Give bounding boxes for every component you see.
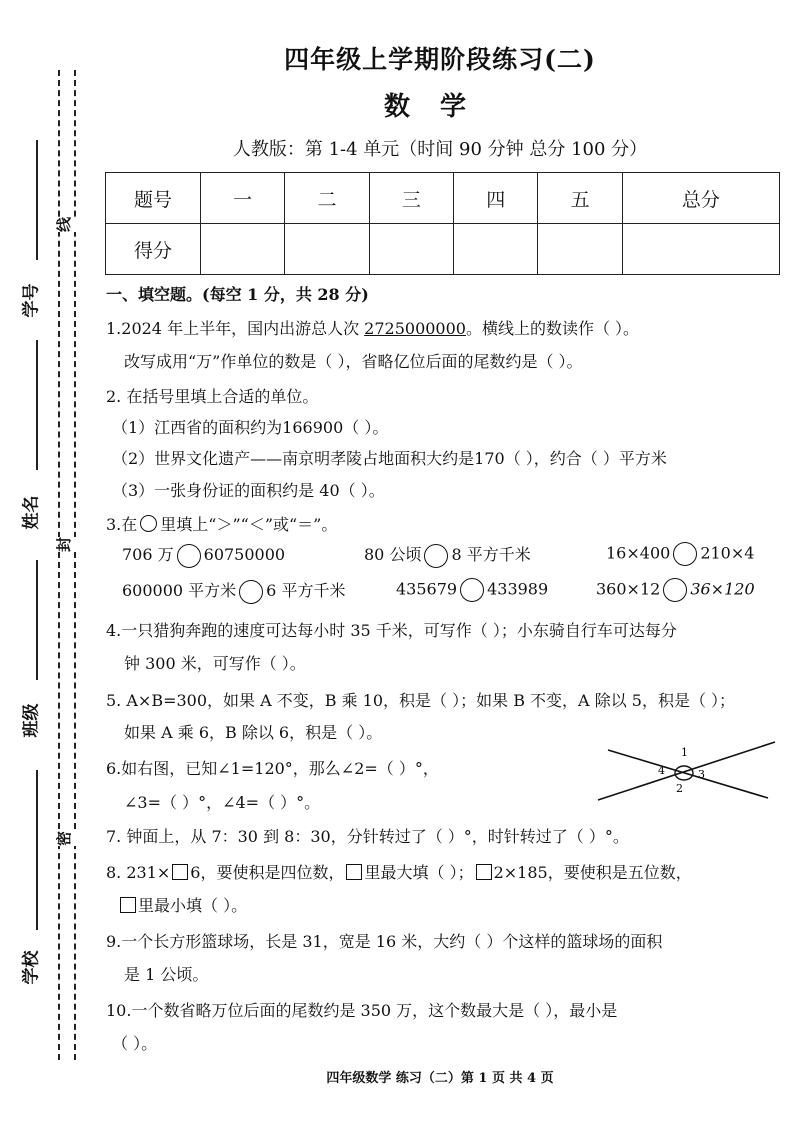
margin-label-name: 姓名 xyxy=(21,495,42,530)
compare-right: 210×4 xyxy=(700,543,755,563)
question-1-line-2: 改写成用“万”作单位的数是（ ），省略亿位后面的尾数约是（ ）。 xyxy=(124,352,583,371)
intersecting-lines-diagram xyxy=(590,728,785,808)
q1-text-post: 。横线上的数读作（ ）。 xyxy=(465,319,640,338)
subject-title: 数学 xyxy=(383,92,496,122)
circle-icon xyxy=(140,515,157,532)
compare-right: 6 平方千米 xyxy=(266,581,346,600)
compare-left: 80 公顷 xyxy=(364,545,422,564)
q3-stem-post: 里填上“＞”“＜”或“＝”。 xyxy=(160,515,338,534)
section-heading: 一、填空题。(每空 1 分，共 28 分) xyxy=(106,285,369,304)
margin-label-school: 学校 xyxy=(21,950,42,985)
question-9-line-2: 是 1 公顷。 xyxy=(124,965,209,984)
margin-label-class: 班级 xyxy=(21,703,42,738)
q8-text-mid2: 里最大填（ ）； xyxy=(364,863,474,882)
square-box-icon xyxy=(346,864,362,880)
question-3-row-2-item-1 xyxy=(122,578,345,604)
margin-label-student-id: 学号 xyxy=(21,283,42,318)
page-title: 四年级上学期阶段练习(二) xyxy=(284,45,596,74)
question-4-line-2: 钟 300 米，可写作（ ）。 xyxy=(124,654,306,673)
square-box-icon[interactable] xyxy=(476,864,492,880)
compare-circle[interactable] xyxy=(239,580,263,604)
q8-text-mid: 6，要使积是四位数， xyxy=(190,863,345,882)
margin-rule-name xyxy=(36,340,38,470)
question-8-line-2 xyxy=(118,893,247,916)
margin-rule-id xyxy=(36,140,38,260)
score-input-cell[interactable] xyxy=(201,224,285,275)
compare-circle[interactable] xyxy=(460,578,484,602)
angle-label-2: 2 xyxy=(676,782,683,795)
question-6-line-1: 6.如右图，已知∠1=120°，那么∠2=（ ）°， xyxy=(106,759,439,778)
score-header-cell: 题号 xyxy=(106,173,201,224)
score-table-score-row xyxy=(106,224,780,275)
score-header-cell: 总分 xyxy=(622,173,779,224)
q3-stem-pre: 3.在 xyxy=(106,515,138,534)
page-footer: 四年级数学 练习（二）第 1 页 共 4 页 xyxy=(326,1071,554,1086)
q1-underlined-number: 2725000000 xyxy=(364,319,466,338)
q8-text-post: 2×185，要使积是五位数， xyxy=(493,863,692,882)
compare-left: 706 万 xyxy=(122,545,174,564)
question-9-line-1: 9.一个长方形篮球场，长是 31，宽是 16 米，大约（ ）个这样的篮球场的面积 xyxy=(106,932,663,951)
angle-label-1: 1 xyxy=(681,746,688,759)
square-box-icon[interactable] xyxy=(172,864,188,880)
diagram-line-a xyxy=(608,750,768,798)
question-7: 7. 钟面上，从 7：30 到 8：30，分针转过了（ ）°，时针转过了（ ）°。 xyxy=(106,827,629,846)
compare-right: 60750000 xyxy=(203,545,286,564)
question-1-line-1 xyxy=(106,316,639,339)
compare-right: 8 平方千米 xyxy=(451,545,531,564)
question-3-stem xyxy=(106,512,337,535)
question-2-part-1: （1）江西省的面积约为166900（ ）。 xyxy=(112,418,389,437)
angle-label-3: 3 xyxy=(698,768,705,781)
question-5-line-1: 5. A×B=300，如果 A 不变，B 乘 10，积是（ ）；如果 B 不变，A 除以 5，积是（ ）； xyxy=(106,691,736,710)
score-header-cell: 四 xyxy=(454,173,538,224)
compare-circle[interactable] xyxy=(177,544,201,568)
score-input-cell[interactable] xyxy=(369,224,453,275)
compare-left: 435679 xyxy=(396,579,458,599)
score-header-cell: 五 xyxy=(538,173,622,224)
score-input-cell[interactable] xyxy=(285,224,369,275)
square-box-icon xyxy=(120,897,136,913)
compare-circle[interactable] xyxy=(663,578,687,602)
question-3-row-1-item-3 xyxy=(606,542,754,566)
q8-text-pre: 8. 231× xyxy=(106,863,171,882)
question-10-line-1: 10.一个数省略万位后面的尾数约是 350 万，这个数最大是（ ），最小是 xyxy=(106,1001,618,1020)
question-2-stem: 2. 在括号里填上合适的单位。 xyxy=(106,387,319,406)
question-4-line-1: 4.一只猎狗奔跑的速度可达每小时 35 千米，可写作（ ）；小东骑自行车可达每分 xyxy=(106,621,677,640)
question-3-row-2-item-2 xyxy=(396,578,548,602)
score-table xyxy=(105,172,780,275)
question-5-line-2: 如果 A 乘 6，B 除以 6，积是（ ）。 xyxy=(124,723,383,742)
question-2-part-3: （3）一张身份证的面积约是 40（ ）。 xyxy=(112,481,385,500)
compare-right: 36×120 xyxy=(690,579,755,599)
compare-left: 16×400 xyxy=(606,543,671,563)
q1-text-pre: 1.2024 年上半年，国内出游总人次 xyxy=(106,319,365,338)
angle-label-4: 4 xyxy=(658,764,665,777)
question-2-part-2: （2）世界文化遗产——南京明孝陵占地面积大约是170（ ），约合（ ）平方米 xyxy=(112,449,667,468)
score-header-cell: 一 xyxy=(201,173,285,224)
score-input-cell[interactable] xyxy=(538,224,622,275)
score-input-cell[interactable] xyxy=(622,224,779,275)
compare-circle[interactable] xyxy=(673,542,697,566)
question-3-row-1-item-2 xyxy=(364,542,531,568)
compare-left: 360×12 xyxy=(596,579,661,599)
question-8-line-1 xyxy=(106,860,692,883)
margin-cut-char-line: 线 xyxy=(51,217,76,232)
compare-circle[interactable] xyxy=(424,544,448,568)
margin-cut-char-seal: 封 xyxy=(51,537,76,552)
score-table-header-row xyxy=(106,173,780,224)
margin-cut-char-secret: 密 xyxy=(51,831,76,846)
edition-line: 人教版：第 1-4 单元（时间 90 分钟 总分 100 分） xyxy=(232,139,648,160)
margin-rule-school xyxy=(36,770,38,930)
q8-text-line2: 里最小填（ ）。 xyxy=(138,896,248,915)
score-header-cell: 三 xyxy=(369,173,453,224)
question-3-row-2-item-3 xyxy=(596,578,755,602)
score-row-label: 得分 xyxy=(106,224,201,275)
question-6-line-2: ∠3=（ ）°，∠4=（ ）°。 xyxy=(124,793,321,812)
question-3-row-1-item-1 xyxy=(122,542,285,568)
score-input-cell[interactable] xyxy=(454,224,538,275)
compare-left: 600000 平方米 xyxy=(122,581,237,600)
score-header-cell: 二 xyxy=(285,173,369,224)
compare-right: 433989 xyxy=(487,579,549,599)
question-10-line-2: （ ）。 xyxy=(112,1034,158,1053)
margin-rule-class xyxy=(36,560,38,680)
